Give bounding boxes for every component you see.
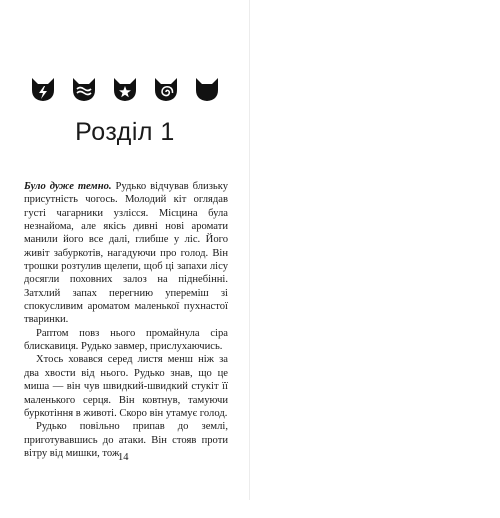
lead-phrase: Було дуже темно.: [24, 181, 112, 192]
paragraph: [24, 180, 228, 327]
left-page: [0, 0, 250, 500]
paragraph: Раптом повз нього промайнула сіра блискавиця. Рудько завмер, прислухаючись.: [24, 327, 228, 353]
right-page: [250, 0, 500, 500]
left-page-text: [24, 180, 228, 460]
chapter-title: Розділ 1: [75, 118, 175, 146]
lightning-cat-icon: [30, 76, 56, 102]
star-cat-icon: [112, 76, 138, 102]
paragraph: Хтось ховався серед листя менш ніж за два хвости від нього. Рудько знав, що це миша — він чув швидкий-швидкий стукіт її маленького серця. Він ковтнув, тамуючи буркотіння в животі. Скоро він утамує голод.: [24, 354, 228, 419]
chapter-icons: [30, 76, 220, 102]
paragraph: Рудько повільно припав до землі, приготувавшись до атаки. Він стояв проти вітру від мишки, тож: [24, 421, 228, 459]
page-number: 14: [118, 452, 129, 463]
wave-cat-icon: [71, 76, 97, 102]
spiral-cat-icon: [153, 76, 179, 102]
plain-cat-icon: [194, 76, 220, 102]
paragraph-text: Рудько відчував близьку присутність чогось. Молодий кіт оглядав густі чагарники узлісся. Місцина була незнайома, але якісь дивні нові аромати манили його все далі, глибше у ліс. Його живіт забуркотів, нагадуючи про голод. Він трошки розтулив щелепи, щоб ці запахи лісу досягли поховних залоз на піднебінні. Затхлий запах перегнию упереміш зі спокусливим ароматом маленької пухнастої тваринки.: [24, 181, 229, 326]
